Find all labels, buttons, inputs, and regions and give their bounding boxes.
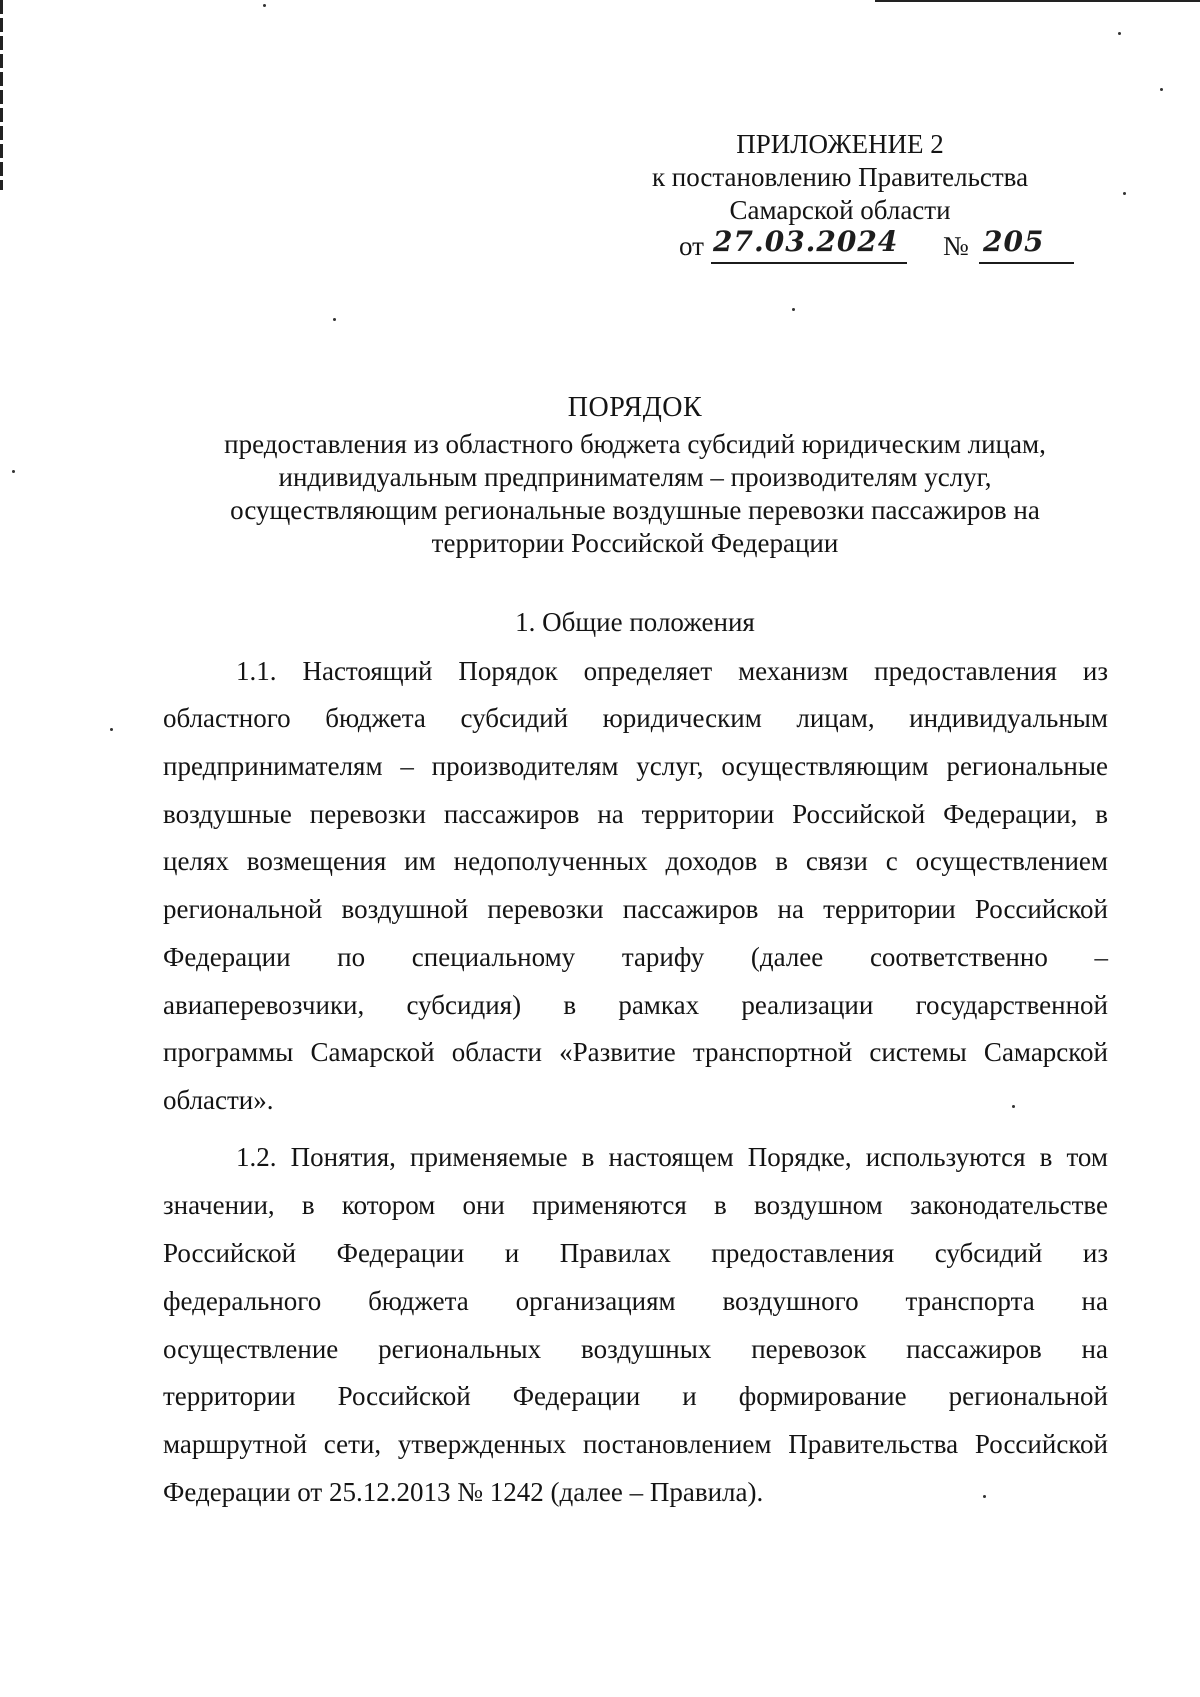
scan-speck (1160, 88, 1163, 91)
paragraph-line: маршрутной сети, утвержденных постановлением Правительства Российской (163, 1429, 1108, 1459)
paragraph-line: значении, в котором они применяются в воздушном законодательстве (163, 1190, 1108, 1220)
paragraph-line: осуществление региональных воздушных перевозок пассажиров на (163, 1334, 1108, 1364)
number-label: № (943, 231, 969, 261)
paragraph-line: 1.1. Настоящий Порядок определяет механизм предоставления из (236, 656, 1108, 686)
scan-speck (792, 308, 795, 311)
number-underline (979, 262, 1074, 264)
scan-speck (1123, 192, 1126, 195)
appendix-header (610, 128, 1070, 227)
paragraph-line: целях возмещения им недополученных доходов в связи с осуществлением (163, 846, 1108, 876)
paragraph-line: области». (163, 1085, 274, 1115)
paragraph-line: федерального бюджета организациям воздушного транспорта на (163, 1286, 1108, 1316)
date-label: от (679, 231, 704, 261)
subtitle-line: индивидуальным предпринимателям – производителям услуг, (278, 462, 992, 492)
scan-top-line (875, 0, 1200, 2)
paragraph-line: программы Самарской области «Развитие транспортной системы Самарской (163, 1037, 1108, 1067)
scan-speck (263, 4, 266, 7)
scan-speck (110, 728, 113, 731)
paragraph-line: областного бюджета субсидий юридическим лицам, индивидуальным (163, 703, 1108, 733)
appendix-title: ПРИЛОЖЕНИЕ 2 (736, 129, 944, 159)
subtitle-line: осуществляющим региональные воздушные перевозки пассажиров на (230, 495, 1040, 525)
appendix-line: Самарской области (729, 195, 951, 225)
paragraph-line: Российской Федерации и Правилах предоставления субсидий из (163, 1238, 1108, 1268)
paragraph-line: Федерации по специальному тарифу (далее соответственно – (163, 942, 1108, 972)
paragraph-line: 1.2. Понятия, применяемые в настоящем Порядке, используются в том (236, 1142, 1108, 1172)
scan-speck (1118, 32, 1121, 35)
scan-edge-mark (0, 0, 3, 190)
paragraph-line: авиаперевозчики, субсидия) в рамках реализации государственной (163, 990, 1108, 1020)
paragraph-line: Федерации от 25.12.2013 № 1242 (далее – Правила). (163, 1477, 764, 1507)
appendix-line: к постановлению Правительства (651, 162, 1029, 192)
handwritten-number: 205 (983, 225, 1045, 258)
date-underline (711, 262, 907, 264)
paragraph-line: региональной воздушной перевозки пассажиров на территории Российской (163, 894, 1108, 924)
scan-speck (12, 470, 15, 473)
handwritten-date: 27.03.2024 (713, 225, 899, 258)
section-heading: 1. Общие положения (515, 607, 755, 637)
paragraph-line: предпринимателям – производителям услуг, осуществляющим региональные (163, 751, 1108, 781)
scan-speck (333, 318, 336, 321)
paragraph-line: территории Российской Федерации и формирование региональной (163, 1381, 1108, 1411)
subtitle-line: территории Российской Федерации (431, 528, 839, 558)
document-subtitle (150, 428, 1120, 560)
paragraph-line: воздушные перевозки пассажиров на территории Российской Федерации, в (163, 799, 1108, 829)
document-title: ПОРЯДОК (567, 392, 703, 423)
subtitle-line: предоставления из областного бюджета субсидий юридическим лицам, (224, 429, 1046, 459)
decree-date-number (679, 225, 1079, 267)
